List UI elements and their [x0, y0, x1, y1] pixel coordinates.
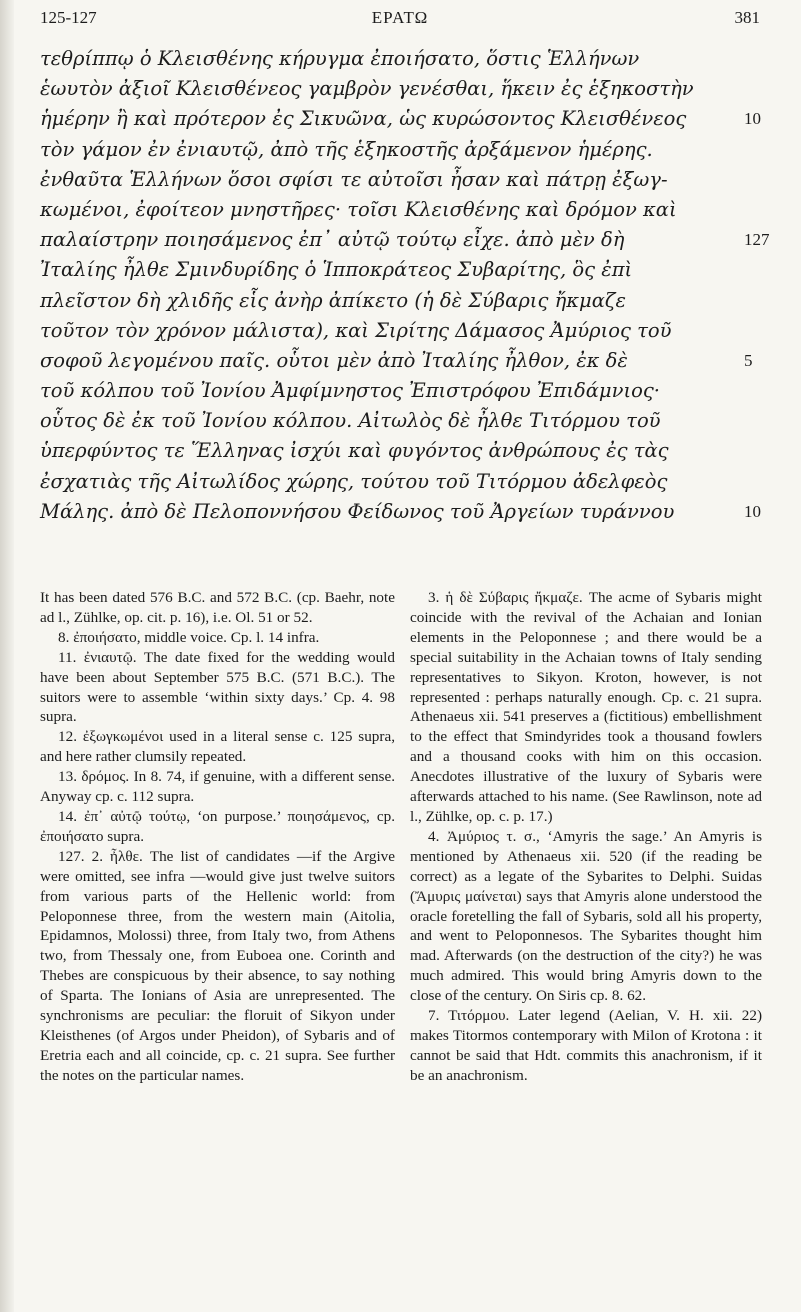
commentary-note: 13. δρόμος. In 8. 74, if genuine, with a different sense. Anyway cp. c. 112 supra. [40, 768, 395, 806]
page-number: 381 [734, 8, 760, 27]
greek-line-text: οὗτος δὲ ἐκ τοῦ Ἰονίου κόλπου. Αἰτωλὸς δὲ ἦλθε Τιτόρμου τοῦ [40, 409, 661, 433]
greek-line-text: Μάλης. ἀπὸ δὲ Πελοποννήσου Φείδωνος τοῦ Ἀργείων τυράννου [40, 499, 675, 523]
commentary-note: 8. ἐποιήσατο, middle voice. Cp. l. 14 infra. [58, 628, 320, 646]
greek-line [40, 255, 740, 285]
greek-line [40, 225, 770, 255]
greek-line [40, 406, 740, 436]
greek-line [40, 74, 740, 104]
running-header [40, 8, 760, 36]
line-number: 10 [744, 109, 761, 129]
commentary-note: 12. ἐξωγκωμένοι used in a literal sense c. 125 supra, and here rather clumsily repeated. [40, 728, 395, 766]
greek-line [40, 376, 740, 406]
book-title: ΕΡΑΤΩ [371, 8, 429, 27]
chapter-range: 125-127 [40, 8, 97, 27]
greek-line [40, 467, 740, 497]
greek-line [40, 135, 740, 165]
commentary-note: It has been dated 576 B.C. and 572 B.C. (cp. Baehr, note ad l., Zühlke, op. cit. p. 16), i.e. Ol. 51 or 52. [40, 589, 395, 626]
greek-line-text: ἐνθαῦτα Ἑλλήνων ὅσοι σφίσι τε αὐτοῖσι ἦσαν καὶ πάτρῃ ἐξωγ- [40, 167, 668, 191]
commentary-right-column [410, 588, 762, 1086]
commentary-note: 7. Τιτόρμου. Later legend (Aelian, V. H. xii. 22) makes Titormos contemporary with Milon of Krotona : it cannot be said that Hdt. commits this anachronism, if it be an anachronism. [410, 1007, 762, 1084]
greek-line-text: ἐσχατιὰς τῆς Αἰτωλίδος χώρης, τούτου τοῦ Τιτόρμου ἀδελφεὸς [40, 469, 668, 493]
greek-line-text: ἑωυτὸν ἀξιοῖ Κλεισθένεος γαμβρὸν γενέσθαι, ἥκειν ἐς ἑξηκοστὴν [40, 77, 694, 101]
page-binding-edge [0, 0, 14, 1312]
greek-line [40, 316, 740, 346]
commentary-note: 127. 2. ἦλθε. The list of candidates —if the Argive were omitted, see infra —would give just twelve suitors from various parts of the Hellenic world: from Peloponnese three, from the western main (Aitolia, Epidamnos, Molossi) three, from Italy two, from Athens two, from Thessaly one, from Euboea one. Corinth and Thebes are conspicuous by their absence, to say nothing of Sparta. The Ionians of Asia are unrepresented. The synchronisms are peculiar: the floruit of Sikyon under Kleisthenes (of Argos under Pheidon), of Sybaris and of Eretria each and all coincide, cp. c. 21 supra. See further the notes on the particular names. [40, 847, 395, 1084]
greek-line [40, 44, 740, 74]
greek-line [40, 346, 753, 376]
line-number: 5 [744, 350, 753, 370]
greek-line-text: τοῦτον τὸν χρόνον μάλιστα), καὶ Σιρίτης Δάμασος Ἀμύριος τοῦ [40, 318, 672, 342]
commentary-note: 14. ἐπ᾽ αὐτῷ τούτῳ, ‘on purpose.’ ποιησάμενος, cp. ἐποιήσατο supra. [40, 807, 395, 845]
commentary-note: 4. Ἀμύριος τ. σ., ‘Amyris the sage.’ An Amyris is mentioned by Athenaeus xii. 520 (if the reading be correct) as a legate of the Sybarites to Delphi. Suidas (Ἄμυρις μαίνεται) says that Amyris alone understood the oracle foretelling the fall of Sybaris, sold all his property, and went to Peloponnesos. The Sybarites thought him mad. Afterwards (on the destruction of the city?) he was much admired. This would bring Amyris down to the close of the century. On Siris cp. 8. 62. [410, 827, 762, 1005]
commentary-left-column [40, 588, 395, 1086]
greek-line [40, 165, 740, 195]
greek-line-text: παλαίστρην ποιησάμενος ἐπ᾽ αὐτῷ τούτῳ εἶχε. ἀπὸ μὲν δὴ [40, 228, 625, 252]
commentary-note: 11. ἐνιαυτῷ. The date fixed for the wedding would have been about September 575 B.C. (571 B.C.). The suitors were to assemble ‘within sixty days.’ Cp. 4. 98 supra. [40, 648, 395, 726]
greek-line-text: τεθρίππῳ ὁ Κλεισθένης κήρυγμα ἐποιήσατο, ὅστις Ἑλλήνων [40, 47, 640, 70]
greek-line [40, 104, 761, 134]
greek-line-text: σοφοῦ λεγομένου παῖς. οὗτοι μὲν ἀπὸ Ἰταλίης ἦλθον, ἐκ δὲ [40, 348, 628, 372]
greek-line-text: τὸν γάμον ἐν ἐνιαυτῷ, ἀπὸ τῆς ἑξηκοστῆς ἀρξάμενον ἡμέρης. [40, 137, 653, 161]
greek-line [40, 497, 761, 527]
line-number: 127 [744, 230, 770, 250]
greek-line [40, 195, 740, 225]
greek-line-text: τοῦ κόλπου τοῦ Ἰονίου Ἀμφίμνηστος Ἐπιστρόφου Ἐπιδάμνιος· [40, 379, 660, 403]
greek-line-text: ἡμέρην ἢ καὶ πρότερον ἐς Σικυῶνα, ὡς κυρώσοντος Κλεισθένεος [40, 107, 687, 131]
greek-line-text: κωμένοι, ἐφοίτεον μνηστῆρες· τοῖσι Κλεισθένης καὶ δρόμον καὶ [40, 197, 677, 221]
greek-line-text: ὑπερφύντος τε Ἕλληνας ἰσχύι καὶ φυγόντος ἀνθρώπους ἐς τὰς [40, 439, 669, 463]
greek-line [40, 286, 740, 316]
commentary-note: 3. ἡ δὲ Σύβαρις ἤκμαζε. The acme of Sybaris might coincide with the revival of the Achaian and Ionian elements in the Peloponnese ; and there would be a special suitability in the Achaian towns of Italy sending representatives to Sikyon. Kroton, however, is not represented : perhaps naturally enough. Cp. c. 21 supra. Athenaeus xii. 541 preserves a (fictitious) embellishment to the effect that Smindyrides took a thousand fowlers and a thousand cooks with him on this occasion. Anecdotes illustrative of the luxury of Sybaris were afterwards attached to his name. (See Rawlinson, note ad l., Zühlke, op. c. p. 17.) [410, 589, 762, 825]
greek-line-text: πλεῖστον δὴ χλιδῆς εἷς ἀνὴρ ἀπίκετο (ἡ δὲ Σύβαρις ἤκμαζε [40, 288, 626, 312]
greek-text-block [40, 44, 770, 527]
line-number: 10 [744, 501, 761, 521]
greek-line [40, 436, 740, 466]
greek-line-text: Ἰταλίης ἦλθε Σμινδυρίδης ὁ Ἱπποκράτεος Συβαρίτης, ὃς ἐπὶ [40, 258, 633, 282]
